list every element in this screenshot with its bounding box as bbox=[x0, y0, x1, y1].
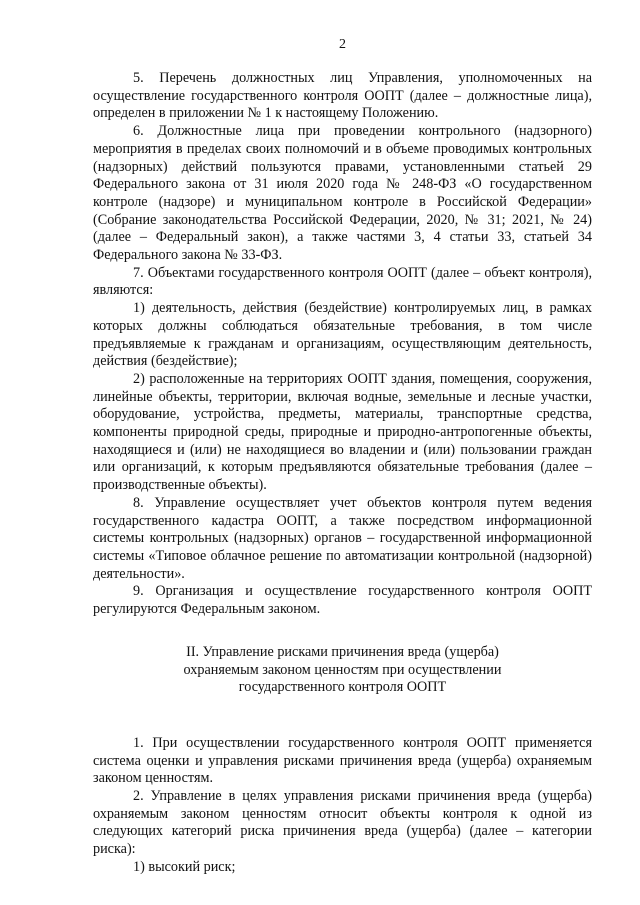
section-2-paragraph-2: 2. Управление в целях управления рисками причинения вреда (ущерба) охраняемым законом ценностям относит объекты контроля к одной из следующих категорий риска причинения вреда (ущерба) (далее – категории риска): bbox=[93, 788, 592, 858]
paragraph-7-item-2: 2) расположенные на территориях ООПТ здания, помещения, сооружения, линейные объекты, территории, включая водные, земельные и лесные участки, оборудование, устройства, предметы, материалы, транспортные средства, компоненты природной среды, природные и природно-антропогенные объекты, находящиеся и (или) не находящиеся во владении и (или) пользовании граждан или организаций, к которым предъявляются обязательные требования (далее – производственные объекты). bbox=[93, 370, 592, 494]
section-title bbox=[93, 644, 592, 697]
section-title-line: II. Управление рисками причинения вреда (ущерба) bbox=[186, 643, 499, 660]
top-paragraphs bbox=[93, 70, 592, 619]
section-title-line: охраняемым законом ценностям при осуществлении bbox=[183, 661, 502, 678]
paragraph-6: 6. Должностные лица при проведении контрольного (надзорного) мероприятия в пределах своих полномочий и в объеме проводимых контрольных (надзорных) действий пользуются правами, установленными статьей 29 Федерального закона от 31 июля 2020 года № 248-ФЗ «О государственном контроле (надзоре) и муниципальном контроле в Российской Федерации» (Собрание законодательства Российской Федерации, 2020, № 31; 2021, № 24) (далее – Федеральный закон), а также частями 3, 4 статьи 33, статьей 34 Федерального закона № 33-ФЗ. bbox=[93, 123, 592, 264]
paragraph-7: 7. Объектами государственного контроля ООПТ (далее – объект контроля), являются: bbox=[93, 264, 592, 299]
section-title-line: государственного контроля ООПТ bbox=[238, 679, 447, 696]
page-number: 2 bbox=[339, 37, 346, 52]
bottom-paragraphs bbox=[93, 735, 592, 877]
paragraph-7-item-1: 1) деятельность, действия (бездействие) контролируемых лиц, в рамках которых должны соблюдаться обязательные требования, в том числе предъявляемые к гражданам и организациям, осуществляющим деятельность, действия (бездействие); bbox=[93, 300, 592, 370]
paragraph-5: 5. Перечень должностных лиц Управления, уполномоченных на осуществление государственного контроля ООПТ (далее – должностные лица), определен в приложении № 1 к настоящему Положению. bbox=[93, 70, 592, 122]
paragraph-8: 8. Управление осуществляет учет объектов контроля путем ведения государственного кадастра ООПТ, а также посредством информационной системы контрольных (надзорных) органов – государственной информационной системы «Типовое облачное решение по автоматизации контрольной (надзорной) деятельности». bbox=[93, 494, 592, 582]
risk-category-item-1: 1) высокий риск; bbox=[133, 858, 236, 875]
paragraph-9: 9. Организация и осуществление государственного контроля ООПТ регулируются Федеральным законом. bbox=[93, 583, 592, 618]
section-2-paragraph-1: 1. При осуществлении государственного контроля ООПТ применяется система оценки и управления рисками причинения вреда (ущерба) охраняемым законом ценностям. bbox=[93, 734, 592, 787]
